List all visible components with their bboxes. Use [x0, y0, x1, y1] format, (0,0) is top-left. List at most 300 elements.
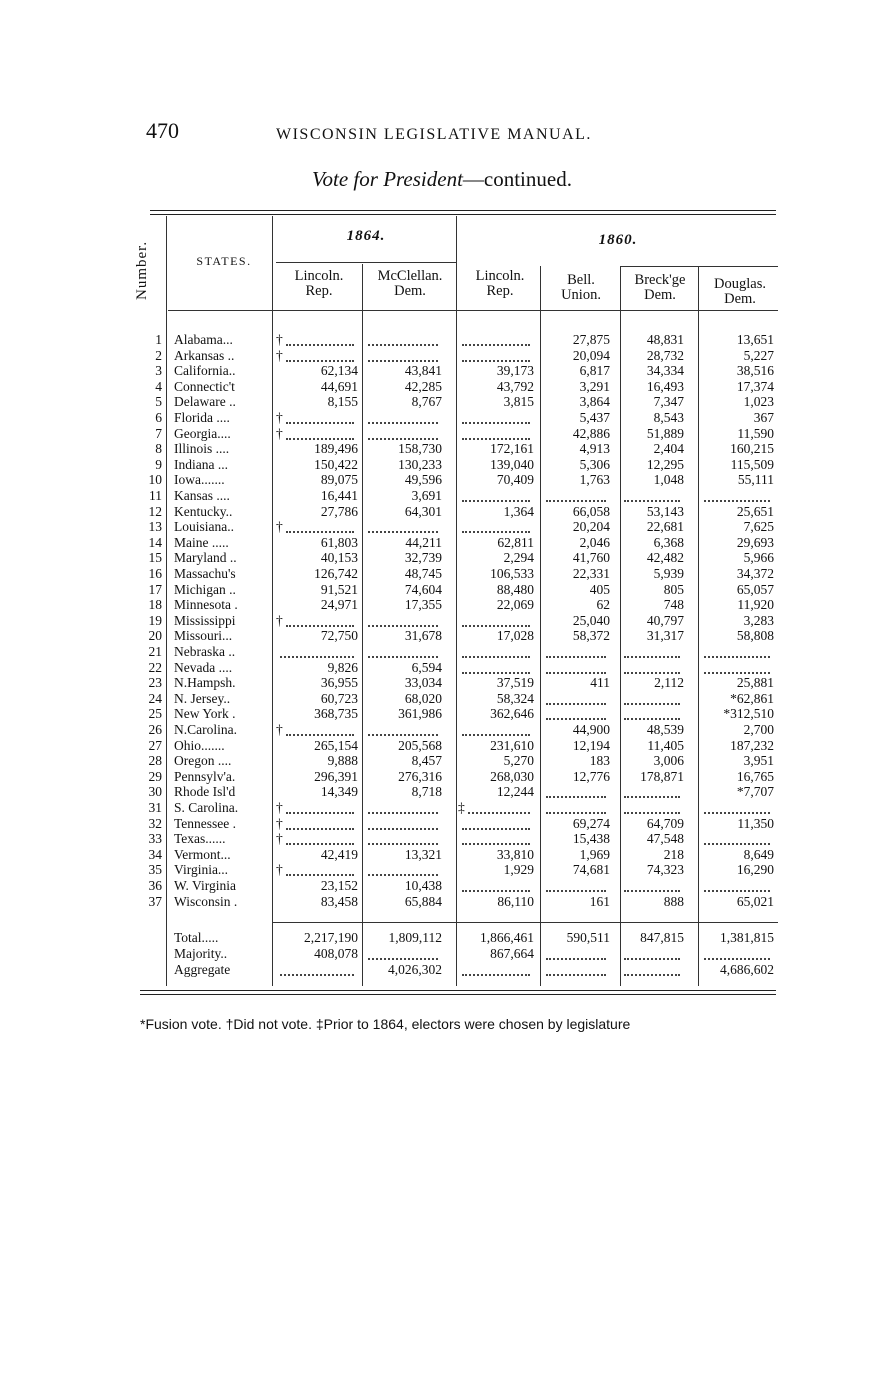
empty-dots: [546, 500, 606, 502]
empty-dots: [704, 890, 770, 892]
year-1860-header: 1860.: [598, 232, 638, 248]
vote-cell: 34,372: [736, 566, 774, 581]
vote-cell-mark: ‡: [458, 800, 465, 815]
state-name: Texas......: [174, 831, 226, 847]
vote-cell: 8,543: [653, 410, 684, 425]
rule-header-bottom: [168, 310, 778, 311]
empty-dots: [704, 500, 770, 502]
empty-dots: [462, 625, 530, 627]
empty-dots: [368, 734, 438, 736]
row-number: 27: [148, 737, 162, 753]
vote-cell-mark: †: [276, 862, 283, 878]
vote-cell: 37,519: [496, 675, 534, 691]
states-header: STATES.: [196, 254, 252, 268]
row-number: 19: [148, 612, 162, 628]
col-lincoln-1864-header: Lincoln. Rep.: [294, 268, 344, 299]
vote-cell: 5,227: [743, 347, 774, 363]
vote-cell: 44,211: [405, 534, 442, 550]
vote-cell: 6,817: [579, 363, 610, 379]
vote-cell-mark: †: [276, 831, 283, 847]
empty-dots: [462, 500, 530, 502]
vote-cell: 126,742: [314, 566, 358, 581]
vote-cell: 1,023: [743, 394, 774, 410]
vote-cell: 7,347: [653, 394, 684, 410]
vote-cell: 29,693: [736, 534, 774, 550]
vote-cell: 1,364: [503, 503, 534, 519]
vote-cell: 158,730: [398, 441, 442, 457]
empty-dots: [624, 812, 680, 814]
vote-cell-mark: †: [276, 722, 283, 737]
vote-cell: 189,496: [314, 441, 358, 457]
state-name: Illinois ....: [174, 441, 230, 457]
vote-cell: 27,875: [572, 332, 610, 347]
vote-cell: 11,405: [647, 737, 684, 753]
vote-cell: 5,939: [653, 566, 684, 581]
vote-cell: 49,596: [404, 472, 442, 488]
empty-dots: [286, 874, 354, 876]
vote-cell: 42,886: [572, 425, 610, 441]
state-name: Minnesota .: [174, 597, 238, 613]
vote-cell: 3,864: [579, 394, 610, 410]
empty-dots: [286, 344, 354, 346]
vote-cell: 3,951: [743, 753, 774, 769]
vote-cell: 265,154: [314, 737, 358, 753]
empty-dots: [462, 890, 530, 892]
vote-cell: 187,232: [730, 737, 774, 753]
table-subtitle: [0, 167, 884, 192]
summary-cell: 4,026,302: [388, 962, 442, 977]
vote-cell: 160,215: [730, 441, 774, 457]
empty-dots: [368, 812, 438, 814]
state-name: Wisconsin .: [174, 893, 238, 909]
vote-cell: 161: [589, 893, 610, 909]
col-bell-header: Bell. Union.: [561, 272, 601, 303]
row-number: 30: [148, 784, 162, 800]
state-name: S. Carolina.: [174, 800, 239, 815]
state-name: Massachu's: [174, 566, 236, 581]
vote-cell: 268,030: [490, 768, 534, 784]
empty-dots: [368, 531, 438, 533]
empty-dots: [286, 531, 354, 533]
vote-cell: 1,969: [579, 846, 610, 862]
vote-cell: 17,028: [496, 628, 534, 644]
empty-dots: [368, 360, 438, 362]
state-name: Mississippi: [174, 612, 236, 628]
state-name: Ohio.......: [174, 737, 225, 753]
vote-cell: 58,372: [572, 628, 610, 644]
vote-cell: 65,057: [736, 581, 774, 597]
row-number: 32: [148, 815, 162, 831]
vote-cell: 748: [663, 597, 684, 613]
state-name: Arkansas ..: [174, 347, 235, 363]
vote-cell: 5,306: [579, 456, 610, 472]
row-number: 23: [148, 675, 162, 691]
col-divider-5: [698, 266, 699, 986]
vote-cell: 66,058: [572, 503, 610, 519]
vote-cell: 888: [663, 893, 684, 909]
empty-dots: [286, 422, 354, 424]
row-number: 6: [155, 410, 162, 425]
vote-cell: 17,355: [404, 597, 442, 613]
empty-dots: [546, 974, 606, 976]
vote-cell: 17,374: [736, 378, 774, 394]
state-name: Michigan ..: [174, 581, 236, 597]
vote-cell: 25,651: [736, 503, 774, 519]
vote-cell: 36,955: [320, 675, 358, 691]
empty-dots: [624, 656, 680, 658]
state-name: Kentucky..: [174, 503, 233, 519]
vote-cell: 38,516: [736, 363, 774, 379]
vote-cell: 42,285: [404, 378, 442, 394]
summary-cell: 1,866,461: [480, 930, 534, 945]
vote-cell: 139,040: [490, 456, 534, 472]
vote-cell: 16,765: [736, 768, 774, 784]
vote-cell: 218: [663, 846, 684, 862]
rule-1864-underline: [276, 262, 456, 263]
vote-cell: 86,110: [497, 893, 534, 909]
row-number: 11: [149, 488, 162, 503]
state-name: Oregon ....: [174, 753, 232, 769]
col-breckinridge-header: Breck'ge Dem.: [634, 272, 686, 303]
vote-cell: 14,349: [320, 784, 358, 800]
vote-cell: 3,815: [503, 394, 534, 410]
vote-cell: 16,441: [320, 488, 358, 503]
empty-dots: [286, 828, 354, 830]
vote-cell: 20,204: [572, 519, 610, 535]
vote-cell: 58,808: [736, 628, 774, 644]
summary-label: Total.....: [174, 930, 219, 945]
rule-1860-underline: [620, 266, 778, 267]
empty-dots: [704, 812, 770, 814]
vote-cell: 2,404: [653, 441, 684, 457]
vote-cell: 44,691: [320, 378, 358, 394]
vote-cell: 13,651: [736, 332, 774, 347]
state-name: Delaware ..: [174, 394, 236, 410]
vote-cell: 5,437: [579, 410, 610, 425]
vote-cell: 1,929: [503, 862, 534, 878]
col-divider-number: [166, 216, 167, 986]
empty-dots: [704, 672, 770, 674]
empty-dots: [462, 974, 530, 976]
vote-cell: 9,826: [327, 659, 358, 675]
row-number: 10: [148, 472, 162, 488]
state-name: Florida ....: [174, 410, 230, 425]
vote-cell: 20,094: [572, 347, 610, 363]
vote-cell: 62,811: [497, 534, 534, 550]
empty-dots: [704, 656, 770, 658]
vote-cell: 31,678: [404, 628, 442, 644]
row-number: 25: [148, 706, 162, 722]
empty-dots: [368, 438, 438, 440]
empty-dots: [624, 703, 680, 705]
empty-dots: [462, 422, 530, 424]
vote-cell: 43,841: [404, 363, 442, 379]
row-number: 1: [155, 332, 162, 347]
vote-cell: 130,233: [398, 456, 442, 472]
vote-cell: 88,480: [496, 581, 534, 597]
vote-cell: 2,112: [654, 675, 684, 691]
number-header: Number.: [134, 240, 150, 300]
empty-dots: [368, 422, 438, 424]
vote-cell: 15,438: [572, 831, 610, 847]
vote-cell: 25,040: [572, 612, 610, 628]
summary-cell: 867,664: [490, 946, 534, 961]
state-name: N.Carolina.: [174, 722, 237, 737]
row-number: 33: [148, 831, 162, 847]
row-number: 24: [148, 690, 162, 706]
vote-cell-mark: †: [276, 332, 283, 347]
state-name: Maine .....: [174, 534, 229, 550]
col-mcclellan-header: McClellan. Dem.: [377, 268, 443, 299]
vote-cell: 12,776: [572, 768, 610, 784]
vote-cell: 231,610: [490, 737, 534, 753]
empty-dots: [462, 843, 530, 845]
vote-cell: 74,604: [404, 581, 442, 597]
empty-dots: [368, 625, 438, 627]
vote-cell: 41,760: [572, 550, 610, 566]
empty-dots: [704, 843, 770, 845]
vote-cell: 74,681: [572, 862, 610, 878]
summary-cell: 847,815: [640, 930, 684, 945]
state-name: W. Virginia: [174, 878, 236, 893]
vote-cell: 34,334: [646, 363, 684, 379]
row-number: 16: [148, 566, 162, 581]
empty-dots: [468, 812, 530, 814]
empty-dots: [368, 874, 438, 876]
vote-cell: 178,871: [640, 768, 684, 784]
empty-dots: [624, 672, 680, 674]
footnote: *Fusion vote. †Did not vote. ‡Prior to 1864, electors were chosen by legislature: [140, 1016, 631, 1032]
vote-cell: 805: [663, 581, 684, 597]
summary-cell: 408,078: [314, 946, 358, 961]
vote-cell: 3,283: [743, 612, 774, 628]
row-number: 18: [148, 597, 162, 613]
empty-dots: [368, 828, 438, 830]
vote-cell: 43,792: [496, 378, 534, 394]
running-header: WISCONSIN LEGISLATIVE MANUAL.: [276, 126, 592, 143]
vote-cell: *312,510: [723, 706, 774, 722]
vote-cell: 48,745: [404, 566, 442, 581]
row-number: 22: [148, 659, 162, 675]
vote-cell: 47,548: [646, 831, 684, 847]
vote-cell: 183: [589, 753, 610, 769]
row-number: 12: [148, 503, 162, 519]
empty-dots: [546, 796, 606, 798]
vote-cell: 205,568: [398, 737, 442, 753]
vote-cell: 60,723: [320, 690, 358, 706]
summary-cell: 2,217,190: [304, 930, 358, 945]
summary-label: Majority..: [174, 946, 228, 961]
empty-dots: [286, 625, 354, 627]
summary-label: Aggregate: [174, 962, 231, 977]
vote-cell-mark: †: [276, 425, 283, 441]
vote-cell: 3,006: [653, 753, 684, 769]
row-number: 4: [155, 378, 162, 394]
empty-dots: [546, 812, 606, 814]
state-name: Georgia....: [174, 425, 231, 441]
vote-cell: 68,020: [404, 690, 442, 706]
vote-cell: 296,391: [314, 768, 358, 784]
vote-cell: 51,889: [646, 425, 684, 441]
empty-dots: [286, 438, 354, 440]
row-number: 17: [148, 581, 162, 597]
row-number: 21: [148, 644, 162, 659]
state-name: Missouri...: [174, 628, 233, 644]
state-name: Louisiana..: [174, 519, 234, 535]
vote-cell: 12,295: [646, 456, 684, 472]
state-name: Nebraska ..: [174, 644, 236, 659]
vote-cell: *7,707: [736, 784, 774, 800]
row-number: 31: [148, 800, 162, 815]
vote-cell: 64,301: [404, 503, 442, 519]
vote-cell: 40,797: [646, 612, 684, 628]
vote-cell: 3,691: [411, 488, 442, 503]
vote-cell: 58,324: [496, 690, 534, 706]
bottom-rule: [140, 990, 776, 991]
row-number: 2: [155, 347, 162, 363]
vote-cell: 22,331: [572, 566, 610, 581]
vote-cell: 72,750: [320, 628, 358, 644]
empty-dots: [546, 958, 606, 960]
vote-cell: 367: [753, 410, 774, 425]
vote-cell: 55,111: [737, 472, 774, 488]
empty-dots: [280, 656, 354, 658]
empty-dots: [286, 843, 354, 845]
empty-dots: [462, 656, 530, 658]
empty-dots: [280, 974, 354, 976]
empty-dots: [546, 656, 606, 658]
vote-cell: 42,482: [646, 550, 684, 566]
empty-dots: [462, 828, 530, 830]
vote-cell-mark: †: [276, 815, 283, 831]
vote-cell-mark: †: [276, 800, 283, 815]
state-name: Kansas ....: [174, 488, 230, 503]
state-name: Connectic't: [174, 378, 235, 394]
vote-cell: 48,539: [646, 722, 684, 737]
vote-cell: 411: [590, 675, 610, 691]
rule-before-total: [272, 922, 778, 923]
vote-cell: 13,321: [404, 846, 442, 862]
col-douglas-header: Douglas. Dem.: [714, 276, 766, 307]
col-lincoln-1860-header: Lincoln. Rep.: [475, 268, 525, 299]
page-number: 470: [146, 118, 179, 143]
vote-cell: 22,069: [496, 597, 534, 613]
row-number: 15: [148, 550, 162, 566]
row-number: 14: [148, 534, 162, 550]
vote-cell-mark: †: [276, 519, 283, 535]
vote-cell: 8,155: [327, 394, 358, 410]
vote-cell: 4,913: [579, 441, 610, 457]
state-name: Vermont...: [174, 846, 231, 862]
row-number: 3: [155, 363, 162, 379]
state-name: Alabama...: [174, 332, 233, 347]
empty-dots: [624, 796, 680, 798]
vote-cell: 3,291: [579, 378, 610, 394]
state-name: California..: [174, 363, 236, 379]
vote-cell: 22,681: [646, 519, 684, 535]
vote-cell: 11,350: [737, 815, 774, 831]
vote-cell: 91,521: [320, 581, 358, 597]
vote-cell: 9,888: [327, 753, 358, 769]
vote-cell: 6,368: [653, 534, 684, 550]
vote-cell: 361,986: [398, 706, 442, 722]
empty-dots: [368, 656, 438, 658]
empty-dots: [462, 531, 530, 533]
state-name: Maryland ..: [174, 550, 237, 566]
vote-cell: 2,700: [743, 722, 774, 737]
summary-cell: 590,511: [566, 930, 610, 945]
empty-dots: [462, 672, 530, 674]
row-number: 13: [148, 519, 162, 535]
row-number: 35: [148, 862, 162, 878]
vote-cell: 32,739: [404, 550, 442, 566]
vote-cell: 172,161: [490, 441, 534, 457]
vote-cell: 5,966: [743, 550, 774, 566]
empty-dots: [624, 890, 680, 892]
state-name: Tennessee .: [174, 815, 237, 831]
state-name: N.Hampsh.: [174, 675, 236, 691]
empty-dots: [624, 958, 680, 960]
empty-dots: [368, 958, 438, 960]
vote-cell: 53,143: [646, 503, 684, 519]
vote-cell: 1,048: [653, 472, 684, 488]
vote-cell: 12,194: [572, 737, 610, 753]
vote-cell: 33,034: [404, 675, 442, 691]
vote-cell: 25,881: [736, 675, 774, 691]
vote-cell: 8,767: [411, 394, 442, 410]
vote-cell: 8,649: [743, 846, 774, 862]
vote-cell: 62,134: [320, 363, 358, 379]
row-number: 8: [155, 441, 162, 457]
state-name: New York .: [174, 706, 236, 722]
empty-dots: [624, 500, 680, 502]
empty-dots: [286, 734, 354, 736]
vote-cell: 74,323: [646, 862, 684, 878]
year-1864-header: 1864.: [346, 228, 386, 244]
row-number: 29: [148, 768, 162, 784]
empty-dots: [546, 703, 606, 705]
vote-cell: 8,718: [411, 784, 442, 800]
subtitle-italic: Vote for President: [312, 167, 463, 191]
row-number: 20: [148, 628, 162, 644]
state-name: Indiana ...: [174, 456, 228, 472]
state-name: N. Jersey..: [174, 690, 231, 706]
row-number: 37: [148, 893, 162, 909]
vote-cell: 6,594: [411, 659, 442, 675]
vote-cell: 69,274: [572, 815, 610, 831]
vote-cell: 65,884: [404, 893, 442, 909]
vote-cell: *62,861: [730, 690, 774, 706]
vote-cell: 64,709: [646, 815, 684, 831]
vote-cell: 362,646: [490, 706, 534, 722]
vote-cell: 39,173: [496, 363, 534, 379]
vote-cell: 31,317: [646, 628, 684, 644]
vote-cell: 33,810: [496, 846, 534, 862]
vote-cell: 2,294: [503, 550, 534, 566]
vote-cell: 27,786: [320, 503, 358, 519]
summary-cell: 1,381,815: [720, 930, 774, 945]
empty-dots: [368, 344, 438, 346]
vote-cell-mark: †: [276, 347, 283, 363]
row-number: 28: [148, 753, 162, 769]
vote-cell: 40,153: [320, 550, 358, 566]
vote-cell: 150,422: [314, 456, 358, 472]
empty-dots: [368, 843, 438, 845]
vote-cell: 2,046: [579, 534, 610, 550]
vote-cell: 89,075: [320, 472, 358, 488]
subtitle-rest: —continued.: [462, 167, 572, 191]
row-number: 5: [155, 394, 162, 410]
